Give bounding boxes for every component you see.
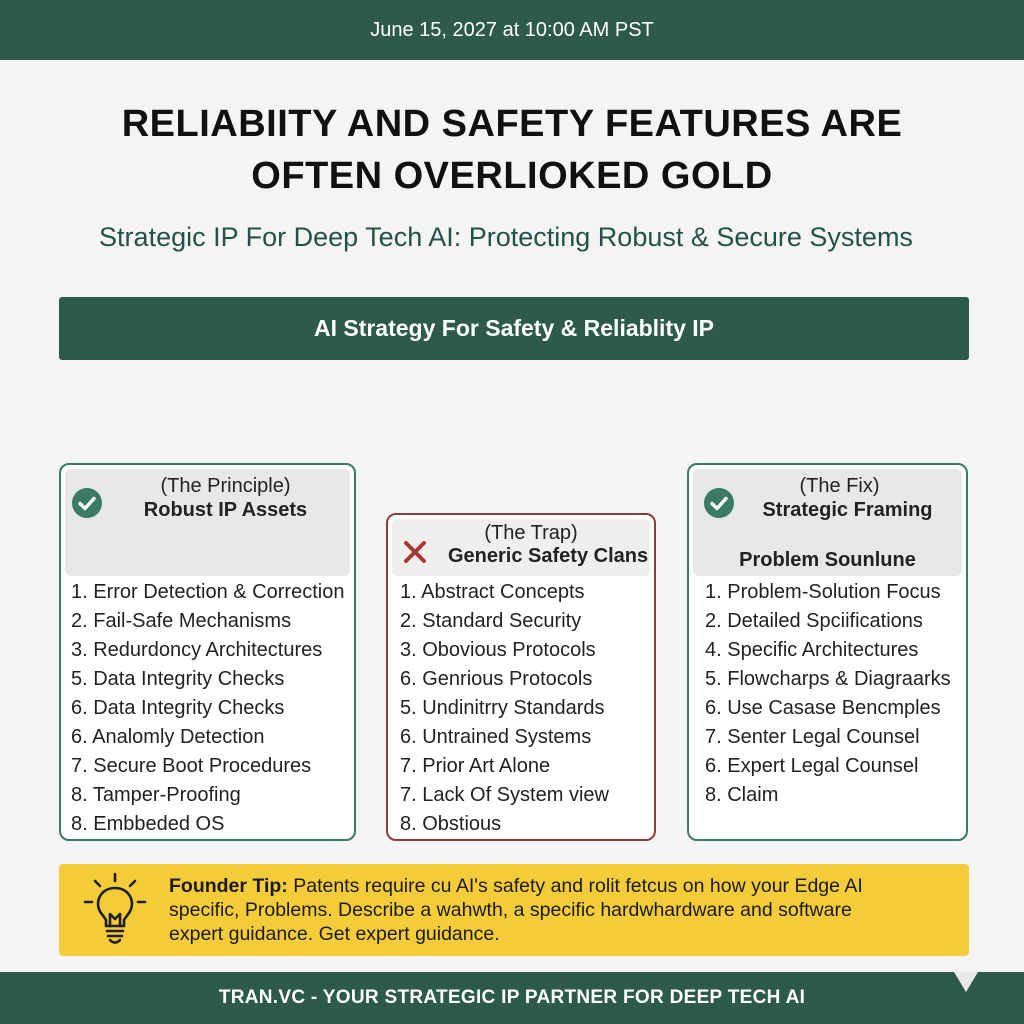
x-mark-icon xyxy=(402,539,428,570)
lightbulb-icon xyxy=(83,872,147,953)
title-line-2: OFTEN OVERLIOKED GOLD xyxy=(251,155,773,197)
tip-label: Founder Tip: xyxy=(169,875,288,897)
top-date-bar xyxy=(0,0,1024,60)
corner-fold-icon xyxy=(952,972,980,999)
page-subtitle: Strategic IP For Deep Tech AI: Protecting Robust & Secure Systems xyxy=(99,222,913,252)
page-title xyxy=(0,98,1024,202)
list-item: 6. Expert Legal Counsel xyxy=(705,755,919,777)
trap-heading: Generic Safety Clans xyxy=(448,545,649,567)
trap-card-header xyxy=(392,519,650,576)
principle-card-header xyxy=(65,469,350,576)
check-circle-icon xyxy=(703,487,735,524)
list-item: 6. Untrained Systems xyxy=(400,726,592,748)
trap-badge: (The Trap) xyxy=(484,522,578,544)
list-item: 2. Detailed Spciifications xyxy=(705,610,923,632)
list-item: 5. Data Integrity Checks xyxy=(71,668,285,690)
list-item: 1. Problem-Solution Focus xyxy=(705,581,941,603)
list-item: 3. Redurdoncy Architectures xyxy=(71,639,323,661)
check-circle-icon xyxy=(71,487,103,524)
list-item: 7. Prior Art Alone xyxy=(400,755,551,777)
principle-list xyxy=(71,578,350,839)
footer-text: TRAN.VC - YOUR STRATEGIC IP PARTNER FOR DEEP TECH AI xyxy=(218,987,806,1008)
list-item: 2. Fail-Safe Mechanisms xyxy=(71,610,292,632)
list-item: 5. Flowcharps & Diagraarks xyxy=(705,668,951,690)
list-item: 3. Obovious Protocols xyxy=(400,639,596,661)
tip-line-3: expert guidance. Get expert guidance. xyxy=(169,923,500,945)
tip-line-1 xyxy=(169,874,955,898)
list-item: 6. Use Casase Bencmples xyxy=(705,697,941,719)
fix-list xyxy=(705,578,962,810)
list-item: 1. Abstract Concepts xyxy=(400,581,585,603)
event-date: June 15, 2027 at 10:00 AM PST xyxy=(370,18,654,41)
list-item: 8. Claim xyxy=(705,784,779,806)
fix-card xyxy=(687,463,968,841)
list-item: 6. Data Integrity Checks xyxy=(71,697,285,719)
list-item: 8. Tamper-Proofing xyxy=(71,784,241,806)
founder-tip-box xyxy=(59,864,969,956)
title-line-1: RELIABIITY AND SAFETY FEATURES ARE xyxy=(121,103,903,145)
founder-tip-text xyxy=(169,874,955,946)
list-item: 1. Error Detection & Correction xyxy=(71,581,345,603)
list-item: 5. Undinitrry Standards xyxy=(400,697,605,719)
strategy-banner-label: AI Strategy For Safety & Reliablity IP xyxy=(313,315,715,341)
fix-subheading: Problem Sounlune xyxy=(739,549,916,571)
list-item: 6. Genrious Protocols xyxy=(400,668,593,690)
list-item: 4. Specific Architectures xyxy=(705,639,919,661)
principle-badge: (The Principle) xyxy=(160,475,291,497)
fix-badge: (The Fix) xyxy=(799,475,880,497)
list-item: 7. Lack Of System view xyxy=(400,784,609,806)
list-item: 2. Standard Security xyxy=(400,610,582,632)
tip-line-2: specific, Problems. Describe a wahwth, a specific hardwhardware and software xyxy=(169,899,852,921)
strategy-banner xyxy=(59,297,969,360)
fix-heading: Strategic Framing xyxy=(762,499,933,521)
trap-list xyxy=(400,578,650,839)
list-item: 8. Embbeded OS xyxy=(71,813,225,835)
trap-card xyxy=(386,513,656,841)
footer-bar xyxy=(0,972,1024,1024)
principle-card xyxy=(59,463,356,841)
list-item: 7. Secure Boot Procedures xyxy=(71,755,312,777)
list-item: 7. Senter Legal Counsel xyxy=(705,726,920,748)
tip-line-1-text: Patents require cu AI's safety and rolit fetcus on how your Edge AI xyxy=(293,875,863,897)
list-item: 8. Obstious xyxy=(400,813,502,835)
fix-card-header xyxy=(693,469,962,576)
principle-heading: Robust IP Assets xyxy=(143,499,308,521)
list-item: 6. Analomly Detection xyxy=(71,726,265,748)
